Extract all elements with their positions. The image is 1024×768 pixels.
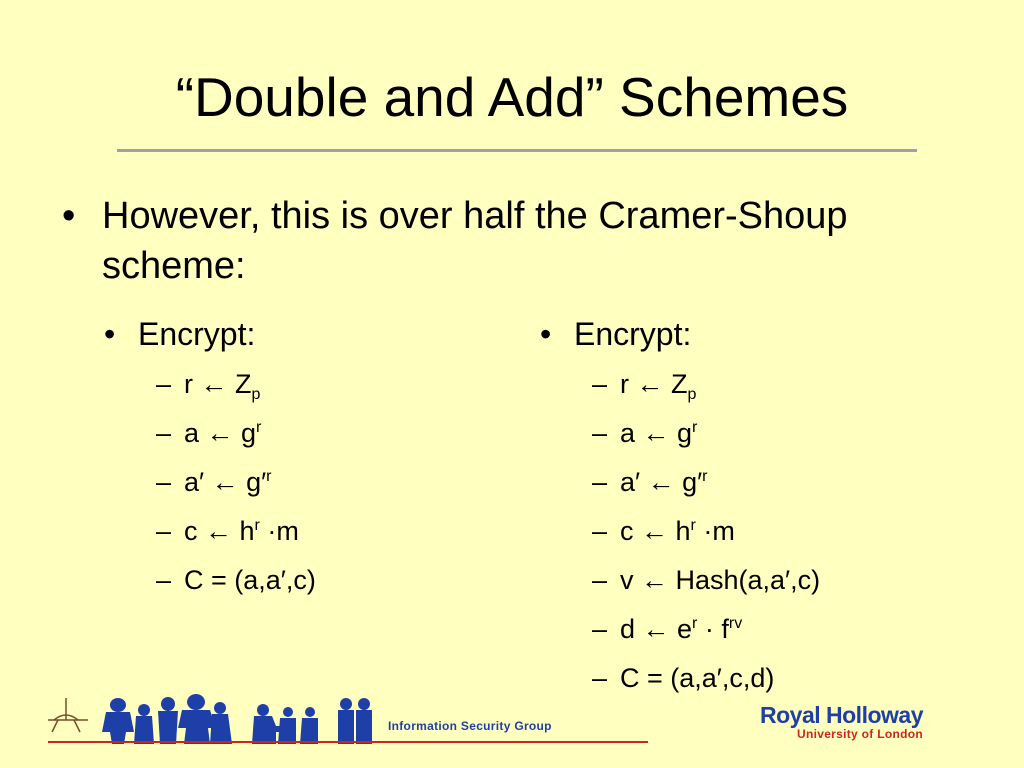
step-sup: r (254, 517, 260, 534)
dash-glyph: – (592, 614, 608, 644)
right-encrypt-heading-text: Encrypt: (574, 316, 692, 352)
encrypt-step-text (620, 556, 820, 605)
step-sub: p (687, 386, 697, 403)
bullet-glyph: • (104, 316, 116, 352)
step-pre: r ← Z (184, 369, 252, 399)
dash-glyph: – (592, 467, 608, 497)
dash-glyph: – (592, 369, 608, 399)
encrypt-step-text (620, 605, 742, 654)
dash-glyph: – (156, 565, 172, 595)
encrypt-step-text (620, 458, 708, 507)
step-post: ·m (259, 516, 299, 546)
slide-title: “Double and Add” Schemes (175, 66, 849, 128)
dash-glyph: – (592, 516, 608, 546)
step-pre: C = (a,a′,c,d) (620, 663, 775, 693)
dash-glyph: – (156, 467, 172, 497)
encrypt-step-text (184, 409, 261, 458)
encrypt-step-text (620, 507, 735, 556)
step-sup: r (256, 419, 262, 436)
encrypt-step-text (184, 507, 299, 556)
isg-group-name: Information Security Group (388, 719, 552, 733)
dash-glyph: – (592, 565, 608, 595)
step-pre: a ← g (184, 418, 257, 448)
step-pre: c ← h (620, 516, 691, 546)
dash-glyph: – (156, 369, 172, 399)
step-sup: r (266, 468, 272, 485)
university-of-london-text: University of London (797, 727, 923, 741)
step-pre: r ← Z (620, 369, 688, 399)
isg-logo-silhouettes-icon (48, 690, 648, 745)
encrypt-step-text (184, 360, 260, 409)
step-sup: r (692, 419, 698, 436)
step-post: ·m (695, 516, 735, 546)
encrypt-step-text (620, 360, 696, 409)
step-pre: c ← h (184, 516, 255, 546)
encrypt-step-text (184, 556, 316, 605)
step-pre: C = (a,a′,c) (184, 565, 316, 595)
encrypt-step-text (620, 409, 697, 458)
step-pre: v ← Hash(a,a′,c) (620, 565, 821, 595)
dash-glyph: – (592, 663, 608, 693)
main-bullet-text: However, this is over half the Cramer-Shoup scheme: (102, 195, 848, 287)
title-divider (117, 149, 917, 152)
bullet-glyph: • (540, 316, 552, 352)
step-sup2: rv (728, 615, 743, 632)
step-pre: a′ ← g′ (620, 467, 703, 497)
royal-holloway-logo-text: Royal Holloway (760, 702, 923, 728)
step-sup: r (690, 517, 696, 534)
step-sub: p (251, 386, 261, 403)
step-pre: d ← e (620, 614, 693, 644)
step-post: · f (697, 614, 729, 644)
left-encrypt-heading-text: Encrypt: (138, 316, 256, 352)
step-sup: r (702, 468, 708, 485)
dash-glyph: – (156, 516, 172, 546)
dash-glyph: – (592, 418, 608, 448)
bullet-glyph: • (62, 195, 76, 237)
step-pre: a′ ← g′ (184, 467, 267, 497)
dash-glyph: – (156, 418, 172, 448)
step-pre: a ← g (620, 418, 693, 448)
encrypt-step-text (184, 458, 272, 507)
step-sup: r (692, 615, 698, 632)
